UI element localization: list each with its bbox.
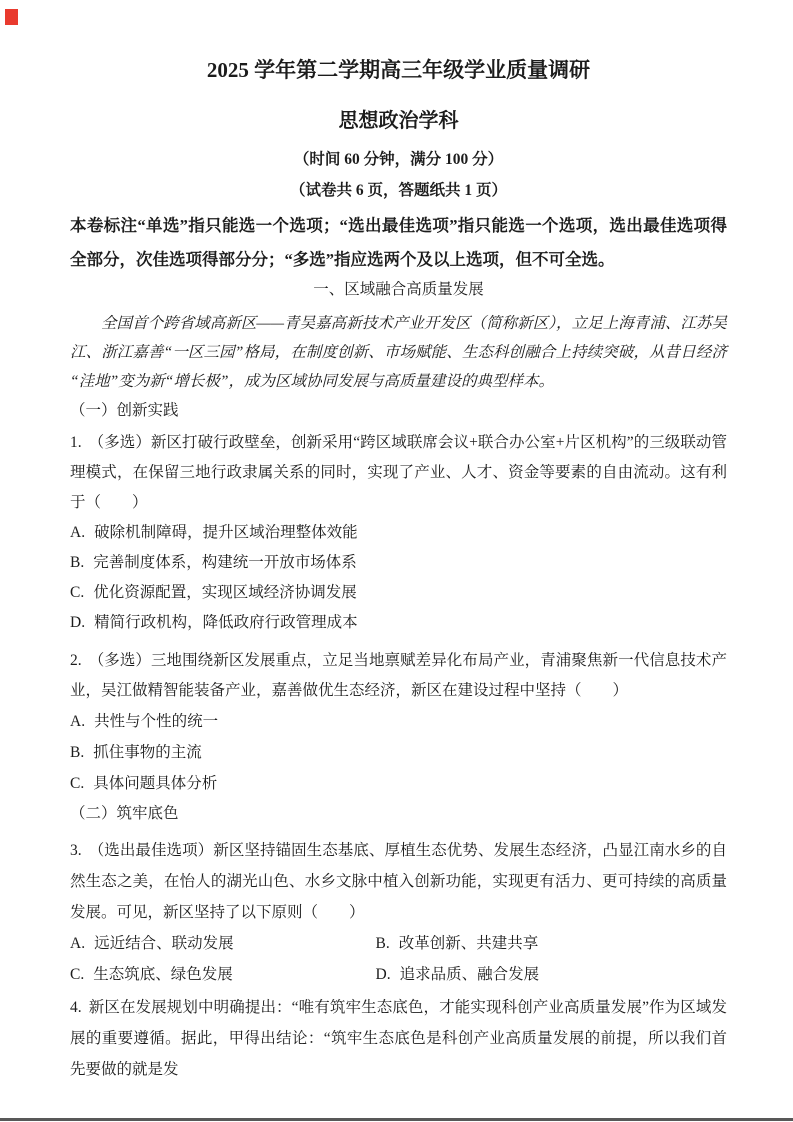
question-4: [70, 992, 727, 1085]
subject-title: 思想政治学科: [338, 110, 459, 132]
option-label: A.: [70, 713, 86, 730]
option-a: [70, 928, 376, 959]
page-title: 2025 学年第二学期高三年级学业质量调研: [206, 58, 591, 82]
option-label: A.: [70, 524, 86, 541]
option-text: 抓住事物的主流: [93, 744, 202, 761]
question-2: [70, 646, 727, 799]
subsection-heading-1: （一）创新实践: [70, 402, 179, 419]
option-text: 远近结合、联动发展: [94, 935, 234, 952]
option-b: [70, 737, 727, 768]
option-b: [376, 928, 728, 959]
pages-line: （试卷共 6 页，答题纸共 1 页）: [289, 182, 507, 199]
question-number: 2.: [70, 652, 82, 669]
option-grid: [70, 928, 727, 990]
question-stem: [70, 835, 727, 928]
option-a: [70, 518, 727, 548]
option-d: [376, 959, 728, 990]
option-a: [70, 706, 727, 737]
section-heading: 一、区域融合高质量发展: [313, 281, 484, 298]
option-list: [70, 518, 727, 638]
option-text: 改革创新、共建共享: [398, 935, 539, 952]
option-d: [70, 608, 727, 638]
question-stem-text: （选出最佳选项）新区坚持锚固生态基底、厚植生态优势、发展生态经济，凸显江南水乡的自然生态之美，在怡人的湖光山色、水乡文脉中植入创新功能，实现更有活力、更可持续的高质量发展。可见，新区坚持了以下原则（ ）: [70, 842, 727, 921]
option-label: A.: [70, 935, 86, 952]
option-label: C.: [70, 775, 85, 792]
question-3: [70, 835, 727, 990]
option-text: 精简行政机构，降低政府行政管理成本: [94, 614, 358, 631]
question-stem-text: （多选）三地围绕新区发展重点，立足当地禀赋差异化布局产业，青浦聚焦新一代信息技术产业，吴江做精智能装备产业，嘉善做优生态经济，新区在建设过程中坚持（ ）: [70, 652, 727, 699]
option-text: 破除机制障碍，提升区域治理整体效能: [94, 524, 358, 541]
option-text: 追求品质、融合发展: [399, 966, 540, 983]
option-c: [70, 959, 376, 990]
question-1: [70, 428, 727, 638]
question-number: 4.: [70, 999, 82, 1016]
question-stem: [70, 646, 727, 706]
exam-instructions: 本卷标注“单选”指只能选一个选项；“选出最佳选项”指只能选一个选项，选出最佳选项得全部分，次佳选项得部分分；“多选”指应选两个及以上选项，但不可全选。: [70, 216, 727, 269]
option-text: 优化资源配置，实现区域经济协调发展: [93, 584, 357, 601]
question-stem: [70, 428, 727, 518]
option-label: C.: [70, 966, 85, 983]
question-stem: [70, 992, 727, 1085]
option-c: [70, 578, 727, 608]
option-label: B.: [375, 935, 390, 952]
option-text: 生态筑底、绿色发展: [93, 966, 233, 983]
option-label: D.: [70, 614, 86, 631]
option-label: D.: [375, 966, 391, 983]
option-text: 具体问题具体分析: [93, 775, 218, 792]
option-b: [70, 548, 727, 578]
option-list: [70, 706, 727, 799]
time-score-line: （时间 60 分钟，满分 100 分）: [293, 151, 504, 168]
question-stem-text: 新区在发展规划中明确提出：“唯有筑牢生态底色，才能实现科创产业高质量发展”作为区域发展的重要遵循。据此，甲得出结论：“筑牢生态底色是科创产业高质量发展的前提，所以我们首先要做的就是发: [70, 999, 727, 1078]
red-marker: [5, 9, 18, 25]
option-text: 完善制度体系，构建统一开放市场体系: [93, 554, 357, 571]
question-stem-text: （多选）新区打破行政壁垒，创新采用“跨区域联席会议+联合办公室+片区机构”的三级联动管理模式，在保留三地行政隶属关系的同时，实现了产业、人才、资金等要素的自由流动。这有利于（ ）: [70, 434, 727, 511]
intro-passage: 全国首个跨省域高新区——青吴嘉高新技术产业开发区（简称新区），立足上海青浦、江苏吴江、浙江嘉善“一区三园”格局，在制度创新、市场赋能、生态科创融合上持续突破，从昔日经济“洼地”变为新“增长极”，成为区域协同发展与高质量建设的典型样本。: [70, 315, 727, 390]
question-number: 1.: [70, 434, 82, 451]
option-label: C.: [70, 584, 85, 601]
question-number: 3.: [70, 842, 82, 859]
subsection-heading-2: （二）筑牢底色: [70, 805, 179, 822]
option-label: B.: [70, 554, 85, 571]
option-label: B.: [70, 744, 85, 761]
page-bottom-edge-line: [0, 1118, 793, 1121]
option-text: 共性与个性的统一: [94, 713, 219, 730]
option-c: [70, 768, 727, 799]
